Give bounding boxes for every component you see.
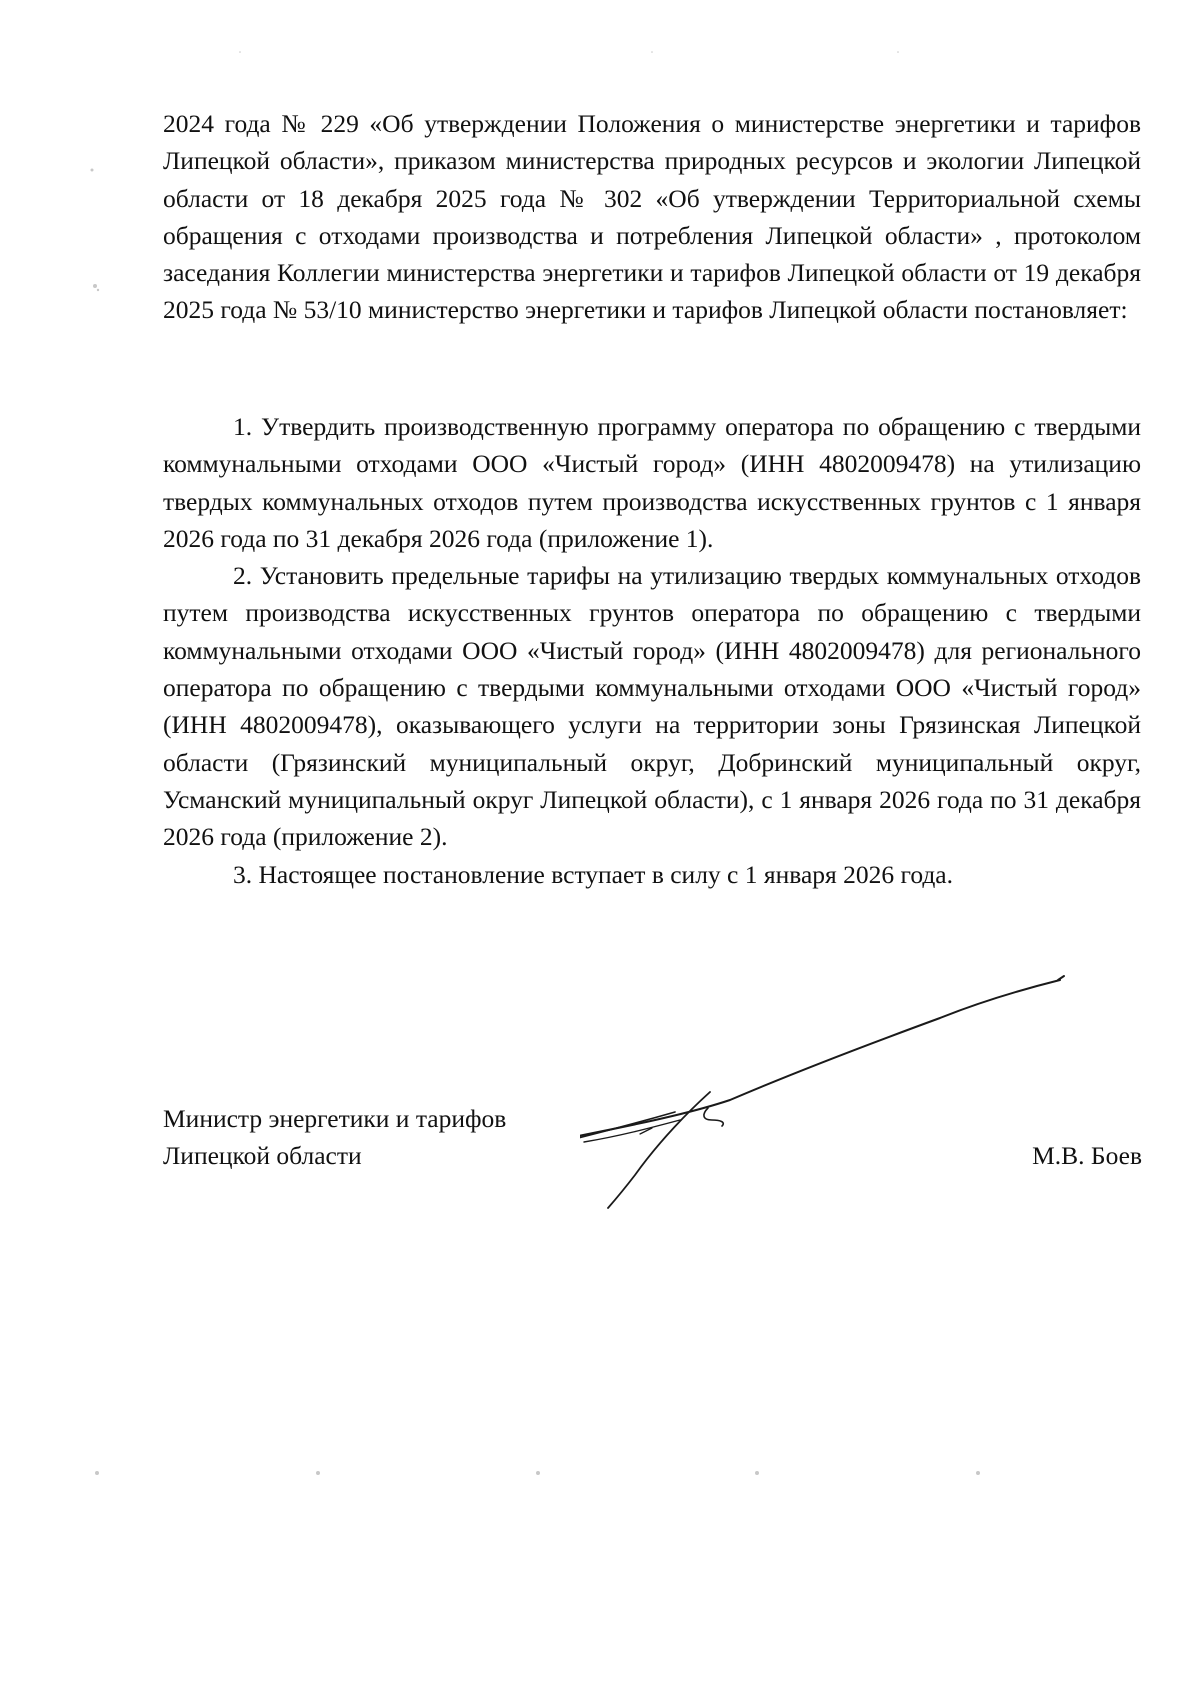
resolution-item-2: 2. Установить предельные тарифы на утилизацию твердых коммунальных отходов путем производства искусственных грунтов оператора по обращению с твердыми коммунальными отходами ООО «Чистый город» (ИНН 4802009478) для регионального оператора по обращению с твердыми коммунальными отходами ООО «Чистый город» (ИНН 4802009478), оказывающего услуги на территории зоны Грязинская Липецкой области (Грязинский муниципальный округ, Добринский муниципальный округ, Усманский муниципальный округ Липецкой области), с 1 января 2026 года по 31 декабря 2026 года (приложение 2). [163,561,1141,852]
signatory-title-line-2: Липецкой области [163,1141,362,1171]
resolution-item-1: 1. Утвердить производственную программу оператора по обращению с твердыми коммунальными отходами ООО «Чистый город» (ИНН 4802009478) на утилизацию твердых коммунальных отходов путем производства искусственных грунтов с 1 января 2026 года по 31 декабря 2026 года (приложение 1). [163,412,1141,553]
signatory-title [163,1100,506,1175]
signatory-name: М.В. Боев [1032,1141,1142,1170]
handwritten-signature [580,960,1080,1250]
resolution-item-3: 3. Настоящее постановление вступает в силу с 1 января 2026 года. [233,859,954,889]
intro-paragraph: 2024 года № 229 «Об утверждении Положения о министерстве энергетики и тарифов Липецкой области», приказом министерства природных ресурсов и экологии Липецкой области от 18 декабря 2025 года № 302 «Об утверждении Территориальной схемы обращения с отходами производства и потребления Липецкой области» , протоколом заседания Коллегии министерства энергетики и тарифов Липецкой области от 19 декабря 2025 года № 53/10 министерство энергетики и тарифов Липецкой области постановляет: [163,109,1141,325]
signatory-title-line-1: Министр энергетики и тарифов [163,1104,507,1133]
resolution-items [163,408,1141,893]
